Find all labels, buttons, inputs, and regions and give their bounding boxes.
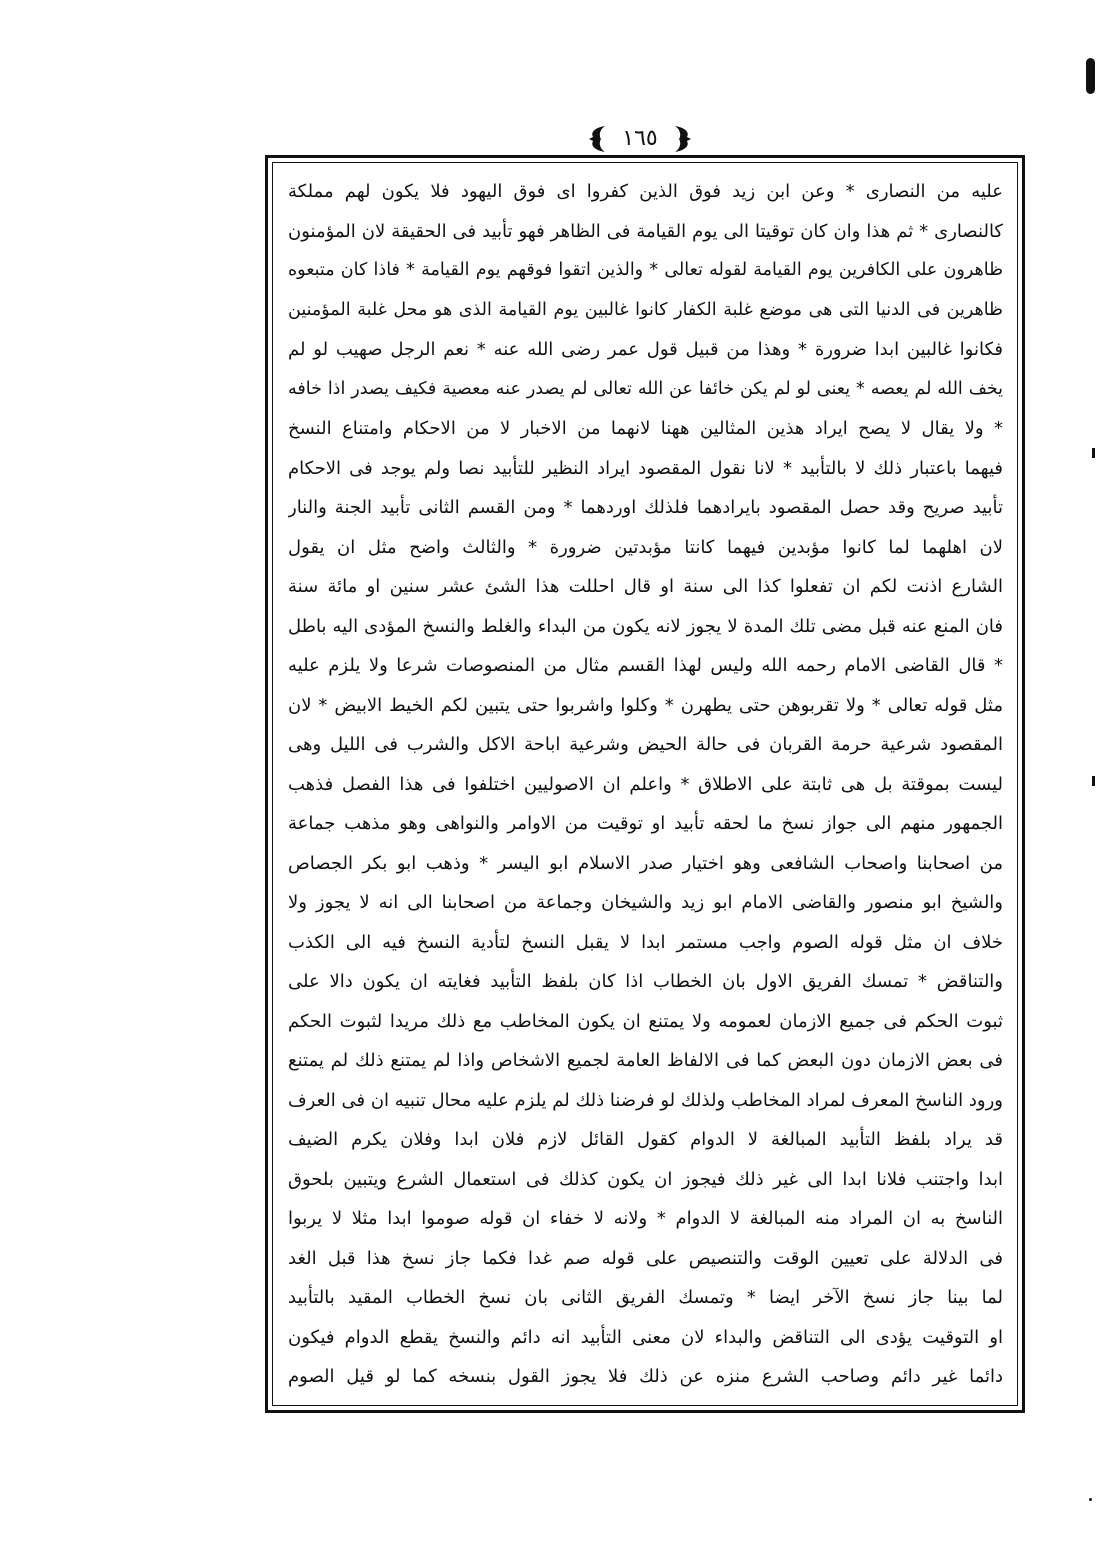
- text-line: فان المنع عنه قبل مضى تلك المدة لا يجوز لانه يكون من البداء والغلط والنسخ المؤدى اليه باطل: [288, 615, 1003, 637]
- text-line: لان اهلهما لما كانوا مؤبدين فيهما كانتا مؤبدتين ضرورة * والثالث واضح مثل ان يقول: [288, 536, 1003, 558]
- text-line: مثل قوله تعالى * ولا تقربوهن حتى يطهرن * وكلوا واشربوا حتى يتبين لكم الخيط الابيض * لان: [288, 694, 1003, 716]
- text-line: الناسخ به ان المراد منه المبالغة لا الدوام * ولانه لا خفاء ان قوله صوموا ابدا مثلا لا يربوا: [288, 1208, 1003, 1229]
- text-line: فيهما باعتبار ذلك لا بالتأبيد * لانا نقول المقصود ايراد النظير للتأبيد نصا ولم يوجد فى الاحكام: [288, 457, 1003, 479]
- page-number: [575, 122, 705, 156]
- text-line: والشيخ ابو منصور والقاضى الامام ابو زيد والشيخان وجماعة من اصحابنا الى انه لا يجوز ولا: [288, 892, 1003, 913]
- text-line: * ولا يقال لا يصح ايراد هذين المثالين ههنا لانهما من الاخبار لا من الاحكام وامتناع النسخ: [288, 418, 1003, 439]
- scan-mark: [1086, 58, 1095, 94]
- text-line: كالنصارى * ثم هذا وان كان توقيتا الى يوم القيامة فى الظاهر فهو تأبيد فى الحقيقة لان المؤمنون: [288, 220, 1003, 242]
- text-line: فى بعض الازمان دون البعض كما فى الالفاظ العامة لجميع الاشخاص واذا لم يمتنع ذلك لم يمتنع: [288, 1050, 1003, 1071]
- scan-mark: [1092, 776, 1095, 786]
- text-line: ثبوت الحكم فى جميع الازمان لعمومه ولا يمتنع ان يكون المخاطب مع ذلك مريدا لثبوت الحكم: [288, 1010, 1003, 1032]
- text-line: ليست بموقتة بل هى ثابتة على الاطلاق * واعلم ان الاصوليين اختلفوا فى هذا الفصل فذهب: [288, 773, 1003, 795]
- scan-mark: [1092, 448, 1095, 458]
- text-line: خلاف ان مثل قوله الصوم واجب مستمر ابدا لا يقبل النسخ لتأدية النسخ فيه الى الكذب: [288, 931, 1003, 953]
- scan-mark: [1089, 1498, 1092, 1501]
- text-line: او التوقيت يؤدى الى التناقض والبداء لان معنى التأبيد انه دائم والنسخ يقطع الدوام فيكون: [288, 1326, 1003, 1348]
- text-line: عليه من النصارى * وعن ابن زيد فوق الذين كفروا اى فوق اليهود فلا يكون لهم مملكة: [288, 181, 1003, 202]
- text-line: دائما غير دائم وصاحب الشرع منزه عن ذلك فلا يجوز القول بنسخه كما لو قيل الصوم: [288, 1366, 1003, 1387]
- text-line: ورود الناسخ المعرف لمراد المخاطب ولذلك لو فرضنا ذلك لم يلزم عليه محال تنبيه ان فى العرف: [288, 1089, 1003, 1111]
- text-line: من اصحابنا واصحاب الشافعى وهو اختيار صدر الاسلام ابو اليسر * وذهب ابو بكر الجصاص: [288, 852, 1003, 874]
- text-line: * قال القاضى الامام رحمه الله وليس لهذا القسم مثال من المنصوصات شرعا ولا يلزم عليه: [288, 655, 1003, 676]
- page-number-text: ١٦٥: [622, 126, 658, 151]
- text-line: قد يراد بلفظ التأبيد المبالغة لا الدوام كقول القائل لازم فلان ابدا وفلان يكرم الضيف: [288, 1129, 1003, 1150]
- text-line: الشارع اذنت لكم ان تفعلوا كذا الى سنة او قال احللت هذا الشئ عشر سنين او مائة سنة: [288, 576, 1003, 597]
- text-line: فى الدلالة على تعيين الوقت والتنصيص على قوله صم غدا فكما جاز نسخ هذا قبل الغد: [288, 1247, 1003, 1269]
- text-line: يخف الله لم يعصه * يعنى لو لم يكن خائفا عن الله تعالى لم يصدر عنه معصية فكيف يصدر اذا خافه: [288, 378, 1003, 399]
- text-line: فكانوا غالبين ابدا ضرورة * وهذا من قبيل قول عمر رضى الله عنه * نعم الرجل صهيب لو لم: [288, 339, 1003, 360]
- text-line: ظاهرين فى الدنيا التى هى موضع غلبة الكفار كانوا غالبين يوم القيامة الذى هو محل غلبة المؤمنين: [288, 299, 1003, 320]
- text-line: تأبيد صريح وقد حصل المقصود بايرادهما فلذلك اوردهما * ومن القسم الثانى تأبيد الجنة والنار: [288, 497, 1003, 518]
- text-line: لما بينا جاز نسخ الآخر ايضا * وتمسك الفريق الثانى بان نسخ الخطاب المقيد بالتأبيد: [288, 1287, 1003, 1308]
- text-line: والتناقض * تمسك الفريق الاول بان الخطاب اذا كان بلفظ التأبيد فغايته ان يكون دالا على: [288, 971, 1003, 992]
- text-line: المقصود شرعية حرمة القربان فى حالة الحيض وشرعية اباحة الاكل والشرب فى الليل وهى: [288, 734, 1003, 755]
- text-line: ابدا واجتنب فلانا ابدا الى غير ذلك فيجوز ان يكون كذلك فى استعمال الشرع ويتبين بلحوق: [288, 1168, 1003, 1190]
- text-line: ظاهرون على الكافرين يوم القيامة لقوله تعالى * والذين اتقوا فوقهم يوم القيامة * فاذا كان متبعوه: [288, 260, 1003, 280]
- body-text: [288, 172, 1003, 1397]
- text-line: الجمهور منهم الى جواز نسخ ما لحقه تأبيد او توقيت من الاوامر والنواهى وهو مذهب جماعة: [288, 813, 1003, 834]
